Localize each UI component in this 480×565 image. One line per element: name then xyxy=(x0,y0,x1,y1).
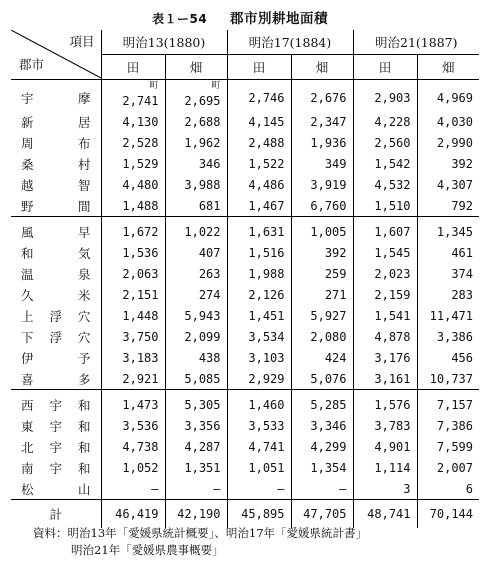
district-name xyxy=(11,415,101,436)
district-name-char: 和 xyxy=(77,397,91,413)
field-value: 5,927 xyxy=(291,305,353,326)
district-name xyxy=(11,80,101,112)
district-name xyxy=(11,326,101,347)
district-name xyxy=(11,436,101,457)
district-name-char: 早 xyxy=(77,224,91,240)
col-header-field: 畑 xyxy=(291,55,353,80)
field-value: 6,760 xyxy=(291,195,353,217)
field-value: 3,919 xyxy=(291,174,353,195)
col-header-field: 畑 xyxy=(417,55,479,80)
field-value: 259 xyxy=(291,263,353,284)
paddy-value: 1,460 xyxy=(227,390,291,416)
field-value: — xyxy=(291,478,353,500)
district-name-char: 泉 xyxy=(77,266,91,282)
district-name-char: 浮 xyxy=(49,329,62,345)
corner-label-district: 郡市 xyxy=(19,57,45,72)
district-name-char: 村 xyxy=(77,156,91,172)
district-name-char: 上 xyxy=(21,308,34,324)
district-name-char: 新 xyxy=(21,114,34,130)
col-header-field: 畑 xyxy=(165,55,227,80)
field-value: 456 xyxy=(417,347,479,368)
paddy-value: 1,467 xyxy=(227,195,291,217)
total-value: 45,895 xyxy=(227,500,291,529)
paddy-value: 1,522 xyxy=(227,153,291,174)
field-value: 349 xyxy=(291,153,353,174)
district-name-char: 和 xyxy=(77,460,91,476)
field-value: 11,471 xyxy=(417,305,479,326)
paddy-value: 2,560 xyxy=(353,132,417,153)
unit-label: 町 xyxy=(211,81,221,91)
table-row xyxy=(11,174,479,195)
district-name xyxy=(11,478,101,500)
field-value: 10,737 xyxy=(417,368,479,390)
field-value: 2,990 xyxy=(417,132,479,153)
field-value: 1,005 xyxy=(291,217,353,243)
table-row xyxy=(11,132,479,153)
table-row xyxy=(11,390,479,416)
district-name xyxy=(11,111,101,132)
district-name-char: 下 xyxy=(21,329,34,345)
district-name-char: 布 xyxy=(77,135,91,151)
table-row xyxy=(11,368,479,390)
total-value: 46,419 xyxy=(101,500,165,529)
district-name-char: 喜 xyxy=(21,371,34,387)
paddy-value: 2,126 xyxy=(227,284,291,305)
district-name-char: 米 xyxy=(77,287,91,303)
year-header: 明治21(1887) xyxy=(353,30,479,55)
field-value: 1,351 xyxy=(165,457,227,478)
district-name xyxy=(11,242,101,263)
district-name xyxy=(11,153,101,174)
field-value: 407 xyxy=(165,242,227,263)
field-value: 1,354 xyxy=(291,457,353,478)
district-name-char: 桑 xyxy=(21,156,34,172)
paddy-value: 3 xyxy=(353,478,417,500)
field-value: 7,157 xyxy=(417,390,479,416)
paddy-value: 1,051 xyxy=(227,457,291,478)
paddy-value: — xyxy=(101,478,165,500)
district-name xyxy=(11,457,101,478)
district-name-char: 宇 xyxy=(49,460,62,476)
district-name-char: 伊 xyxy=(21,350,34,366)
total-value: 70,144 xyxy=(417,500,479,529)
table-row xyxy=(11,111,479,132)
paddy-value: 2,023 xyxy=(353,263,417,284)
paddy-value: 3,161 xyxy=(353,368,417,390)
table-row xyxy=(11,242,479,263)
paddy-value: 1,529 xyxy=(101,153,165,174)
paddy-value: 2,746 xyxy=(227,80,291,112)
district-name-char: 東 xyxy=(21,418,34,434)
paddy-value: 2,063 xyxy=(101,263,165,284)
district-name-char: 野 xyxy=(21,198,34,214)
field-value: 7,599 xyxy=(417,436,479,457)
paddy-value: 1,542 xyxy=(353,153,417,174)
col-header-paddy: 田 xyxy=(227,55,291,80)
district-name xyxy=(11,195,101,217)
field-value: 5,285 xyxy=(291,390,353,416)
col-header-paddy: 田 xyxy=(101,55,165,80)
field-value: 1,022 xyxy=(165,217,227,243)
paddy-value: 3,534 xyxy=(227,326,291,347)
paddy-value: 3,783 xyxy=(353,415,417,436)
field-value: 5,943 xyxy=(165,305,227,326)
table-row xyxy=(11,80,479,112)
table-row xyxy=(11,326,479,347)
field-value: 4,030 xyxy=(417,111,479,132)
district-name-char: 和 xyxy=(77,418,91,434)
district-name-char: 周 xyxy=(21,135,34,151)
paddy-value: 1,488 xyxy=(101,195,165,217)
district-name-char: 宇 xyxy=(21,90,34,106)
paddy-value: 4,486 xyxy=(227,174,291,195)
district-name-char: 穴 xyxy=(77,329,91,345)
total-label: 計 xyxy=(11,500,101,529)
field-value: 271 xyxy=(291,284,353,305)
field-value: 1,345 xyxy=(417,217,479,243)
field-value: 792 xyxy=(417,195,479,217)
district-name-char: 智 xyxy=(77,177,91,193)
field-value: 374 xyxy=(417,263,479,284)
field-value: 274 xyxy=(165,284,227,305)
paddy-value: 3,533 xyxy=(227,415,291,436)
field-value: 5,085 xyxy=(165,368,227,390)
field-value: 392 xyxy=(417,153,479,174)
paddy-value: 2,903 xyxy=(353,80,417,112)
district-name xyxy=(11,305,101,326)
paddy-value: 2,151 xyxy=(101,284,165,305)
paddy-value: 1,114 xyxy=(353,457,417,478)
district-name-char: 松 xyxy=(21,481,34,497)
district-name-char: 多 xyxy=(77,371,91,387)
table-row xyxy=(11,347,479,368)
district-name xyxy=(11,217,101,243)
district-name-char: 宇 xyxy=(49,418,62,434)
district-name-char: 穴 xyxy=(77,308,91,324)
paddy-value: 1,052 xyxy=(101,457,165,478)
paddy-value: — xyxy=(227,478,291,500)
field-value: 2,007 xyxy=(417,457,479,478)
table-row xyxy=(11,153,479,174)
paddy-value: 1,545 xyxy=(353,242,417,263)
field-value: 5,305 xyxy=(165,390,227,416)
paddy-value: 1,473 xyxy=(101,390,165,416)
district-name xyxy=(11,390,101,416)
paddy-value: 3,183 xyxy=(101,347,165,368)
year-header: 明治17(1884) xyxy=(227,30,353,55)
header-row xyxy=(11,30,479,55)
paddy-value: 3,750 xyxy=(101,326,165,347)
paddy-value: 4,145 xyxy=(227,111,291,132)
corner-label-item: 項目 xyxy=(69,34,95,49)
district-name-char: 西 xyxy=(21,397,34,413)
paddy-value: 3,103 xyxy=(227,347,291,368)
field-value: 438 xyxy=(165,347,227,368)
field-value: 2,695 町 xyxy=(165,80,227,112)
table-row xyxy=(11,284,479,305)
district-name-char: 摩 xyxy=(77,90,91,106)
district-name-char: 南 xyxy=(21,460,34,476)
paddy-value: 3,536 xyxy=(101,415,165,436)
paddy-value: 1,631 xyxy=(227,217,291,243)
field-value: 424 xyxy=(291,347,353,368)
district-name-char: 北 xyxy=(21,439,34,455)
field-value: 461 xyxy=(417,242,479,263)
paddy-value: 4,532 xyxy=(353,174,417,195)
field-value: 2,347 xyxy=(291,111,353,132)
district-name-char: 浮 xyxy=(49,308,62,324)
table-row xyxy=(11,305,479,326)
district-name-char: 気 xyxy=(77,245,91,261)
paddy-value: 2,528 xyxy=(101,132,165,153)
field-value: 392 xyxy=(291,242,353,263)
year-header: 明治13(1880) xyxy=(101,30,227,55)
source-line: 資料：明治13年「愛媛県統計概要」、明治17年「愛媛県統計書」 xyxy=(33,526,368,540)
corner-cell xyxy=(11,30,101,80)
district-name-char: 宇 xyxy=(49,397,62,413)
field-value: 3,356 xyxy=(165,415,227,436)
district-name xyxy=(11,132,101,153)
field-value: 283 xyxy=(417,284,479,305)
paddy-value: 1,607 xyxy=(353,217,417,243)
paddy-value: 4,901 xyxy=(353,436,417,457)
district-name xyxy=(11,263,101,284)
paddy-value: 1,988 xyxy=(227,263,291,284)
paddy-value: 2,929 xyxy=(227,368,291,390)
paddy-value: 4,480 xyxy=(101,174,165,195)
paddy-value: 1,448 xyxy=(101,305,165,326)
field-value: 346 xyxy=(165,153,227,174)
district-name-char: 山 xyxy=(77,481,91,497)
field-value: 6 xyxy=(417,478,479,500)
district-name xyxy=(11,174,101,195)
district-name-char: 温 xyxy=(21,266,34,282)
total-value: 42,190 xyxy=(165,500,227,529)
field-value: 2,688 xyxy=(165,111,227,132)
table-row xyxy=(11,195,479,217)
paddy-value: 4,738 xyxy=(101,436,165,457)
table-row xyxy=(11,415,479,436)
district-name-char: 居 xyxy=(77,114,91,130)
total-row xyxy=(11,500,479,529)
district-name-char: 予 xyxy=(77,350,91,366)
paddy-value: 3,176 xyxy=(353,347,417,368)
field-value: 5,076 xyxy=(291,368,353,390)
field-value: 4,299 xyxy=(291,436,353,457)
field-value: 2,080 xyxy=(291,326,353,347)
table-row xyxy=(11,263,479,284)
table-row xyxy=(11,436,479,457)
paddy-value: 1,576 xyxy=(353,390,417,416)
field-value: 3,346 xyxy=(291,415,353,436)
field-value: 681 xyxy=(165,195,227,217)
paddy-value: 4,741 xyxy=(227,436,291,457)
paddy-value: 1,510 xyxy=(353,195,417,217)
table-row xyxy=(11,217,479,243)
table-row xyxy=(11,478,479,500)
district-name-char: 久 xyxy=(21,287,34,303)
field-value: 7,386 xyxy=(417,415,479,436)
table-title xyxy=(0,7,480,27)
field-value: 4,307 xyxy=(417,174,479,195)
total-value: 47,705 xyxy=(291,500,353,529)
table-number: 表１ー54 xyxy=(152,12,208,26)
field-value: 4,969 xyxy=(417,80,479,112)
source-note xyxy=(33,525,367,559)
field-value: 4,287 xyxy=(165,436,227,457)
paddy-value: 1,541 xyxy=(353,305,417,326)
field-value: 2,676 xyxy=(291,80,353,112)
paddy-value: 4,878 xyxy=(353,326,417,347)
district-name-char: 風 xyxy=(21,224,34,240)
district-name-char: 和 xyxy=(77,439,91,455)
field-value: 1,936 xyxy=(291,132,353,153)
paddy-value: 4,130 xyxy=(101,111,165,132)
paddy-value: 2,159 xyxy=(353,284,417,305)
paddy-value: 4,228 xyxy=(353,111,417,132)
district-name-char: 越 xyxy=(21,177,34,193)
field-value: 3,988 xyxy=(165,174,227,195)
total-value: 48,741 xyxy=(353,500,417,529)
district-name xyxy=(11,284,101,305)
paddy-value: 1,672 xyxy=(101,217,165,243)
district-name xyxy=(11,368,101,390)
field-value: 1,962 xyxy=(165,132,227,153)
paddy-value: 1,536 xyxy=(101,242,165,263)
field-value: 2,099 xyxy=(165,326,227,347)
district-name-char: 宇 xyxy=(49,439,62,455)
unit-label: 町 xyxy=(149,81,159,91)
paddy-value: 2,488 xyxy=(227,132,291,153)
district-name xyxy=(11,347,101,368)
field-value: 263 xyxy=(165,263,227,284)
paddy-value: 2,921 xyxy=(101,368,165,390)
farmland-table xyxy=(11,30,479,528)
paddy-value: 2,741 町 xyxy=(101,80,165,112)
paddy-value: 1,516 xyxy=(227,242,291,263)
paddy-value: 1,451 xyxy=(227,305,291,326)
district-name-char: 間 xyxy=(77,198,91,214)
source-line: 明治21年「愛媛県農事概要」 xyxy=(71,543,224,557)
field-value: — xyxy=(165,478,227,500)
col-header-paddy: 田 xyxy=(353,55,417,80)
district-name-char: 和 xyxy=(21,245,34,261)
field-value: 3,386 xyxy=(417,326,479,347)
table-row xyxy=(11,457,479,478)
table-name: 郡市別耕地面積 xyxy=(230,11,328,27)
